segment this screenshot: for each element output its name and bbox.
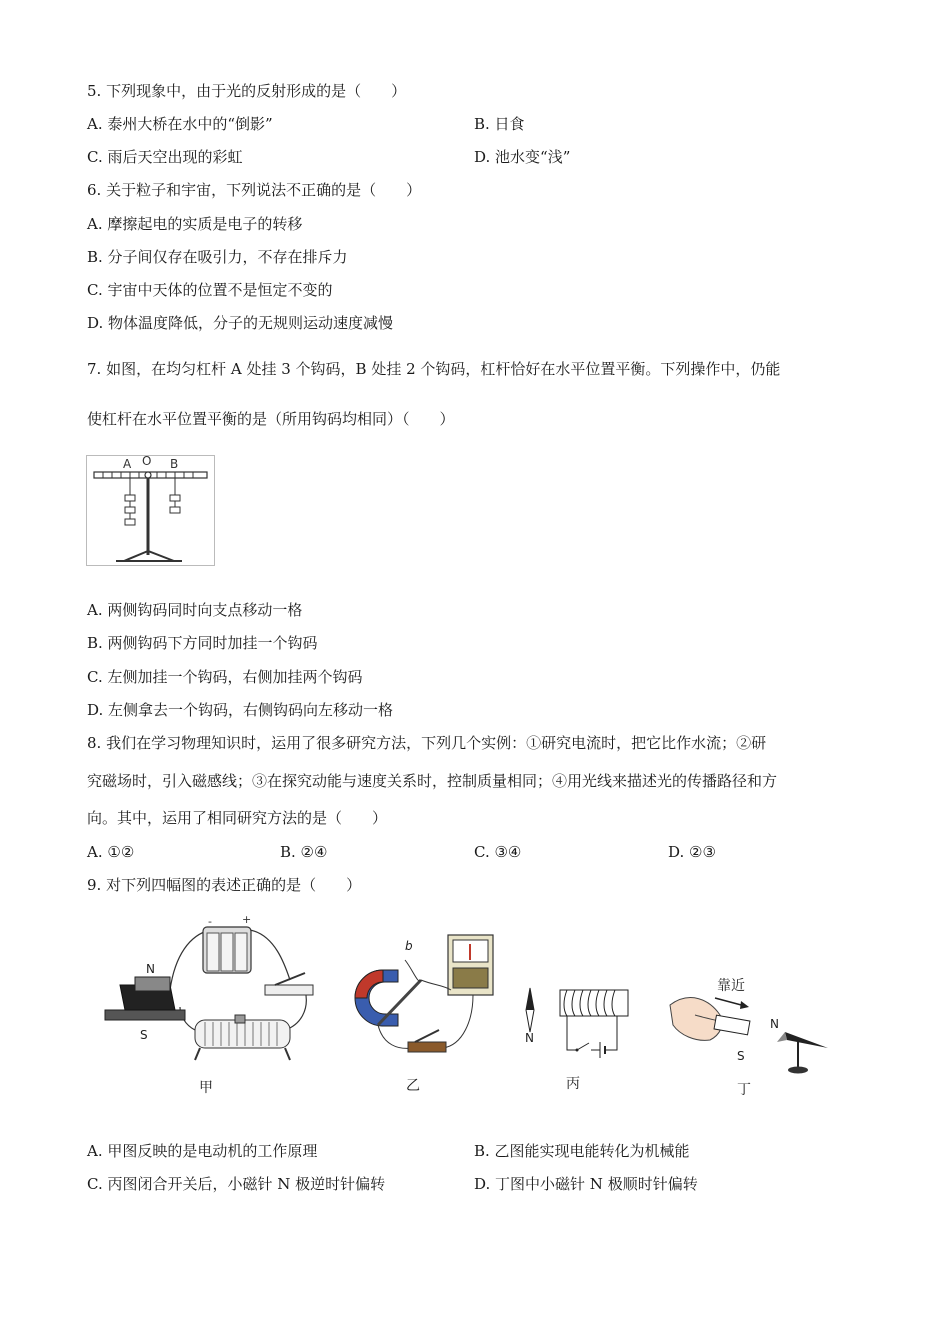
figure-yi [343,930,503,1065]
q6-option-d: D. 物体温度降低，分子的无规则运动速度减慢 [87,314,394,332]
ding-s-label: S [737,1049,745,1063]
figure-ding [665,970,840,1080]
lever-figure [86,455,215,566]
q5-stem: 5. 下列现象中，由于光的反射形成的是（ ） [87,82,407,100]
jia-s-label: S [140,1028,148,1042]
caption-bing: 丙 [566,1076,580,1092]
ding-n-label: N [770,1017,779,1031]
figure-bing [515,980,635,1065]
q5-option-c: C. 雨后天空出现的彩虹 [87,148,243,166]
jia-n-label: N [146,962,155,976]
q9-option-d: D. 丁图中小磁针 N 极顺时针偏转 [474,1175,698,1193]
q9-stem: 9. 对下列四幅图的表述正确的是（ ） [87,876,362,894]
caption-ding: 丁 [737,1082,751,1098]
q6-option-b: B. 分子间仅存在吸引力，不存在排斥力 [87,248,348,266]
q6-option-a: A. 摩擦起电的实质是电子的转移 [87,215,303,233]
q9-option-c: C. 丙图闭合开关后，小磁针 N 极逆时针偏转 [87,1175,386,1193]
battery-minus-label: - [208,915,212,928]
lever-label-o: O [142,455,152,468]
q8-option-d: D. ②③ [668,843,716,861]
q8-stem-line3: 向。其中，运用了相同研究方法的是（ ） [87,809,388,827]
q7-stem-line2: 使杠杆在水平位置平衡的是（所用钩码均相同）（ ） [87,410,455,428]
q8-option-b: B. ②④ [280,843,328,861]
q7-stem-line1: 7. 如图，在均匀杠杆 A 处挂 3 个钩码，B 处挂 2 个钩码，杠杆恰好在水平位置平衡。下列操作中，仍能 [87,360,781,378]
q8-stem-line1: 8. 我们在学习物理知识时，运用了很多研究方法，下列几个实例：①研究电流时，把它比作水流；②研 [87,734,767,752]
q5-option-d: D. 池水变“浅” [474,148,571,166]
yi-b-label: b [405,939,413,953]
q9-option-b: B. 乙图能实现电能转化为机械能 [474,1142,690,1160]
q7-option-d: D. 左侧拿去一个钩码，右侧钩码向左移动一格 [87,701,394,719]
ding-approach-label: 靠近 [717,978,745,994]
q6-option-c: C. 宇宙中天体的位置不是恒定不变的 [87,281,333,299]
q7-option-c: C. 左侧加挂一个钩码，右侧加挂两个钩码 [87,668,363,686]
q8-stem-line2: 究磁场时，引入磁感线；③在探究动能与速度关系时，控制质量相同；④用光线来描述光的传播路径和方 [87,772,778,790]
q8-option-c: C. ③④ [474,843,522,861]
bing-n-label: N [525,1031,534,1045]
figure-jia [100,915,325,1065]
lever-label-b: B [170,457,179,471]
q8-option-a: A. ①② [87,843,135,861]
caption-jia: 甲 [199,1080,213,1096]
q7-option-b: B. 两侧钩码下方同时加挂一个钩码 [87,634,318,652]
lever-label-a: A [123,457,132,471]
q6-stem: 6. 关于粒子和宇宙，下列说法不正确的是（ ） [87,181,422,199]
q5-option-a: A. 泰州大桥在水中的“倒影” [87,115,273,133]
q9-option-a: A. 甲图反映的是电动机的工作原理 [87,1142,318,1160]
battery-plus-label: + [242,915,252,926]
caption-yi: 乙 [406,1078,420,1094]
q5-option-b: B. 日食 [474,115,525,133]
q7-option-a: A. 两侧钩码同时向支点移动一格 [87,601,303,619]
